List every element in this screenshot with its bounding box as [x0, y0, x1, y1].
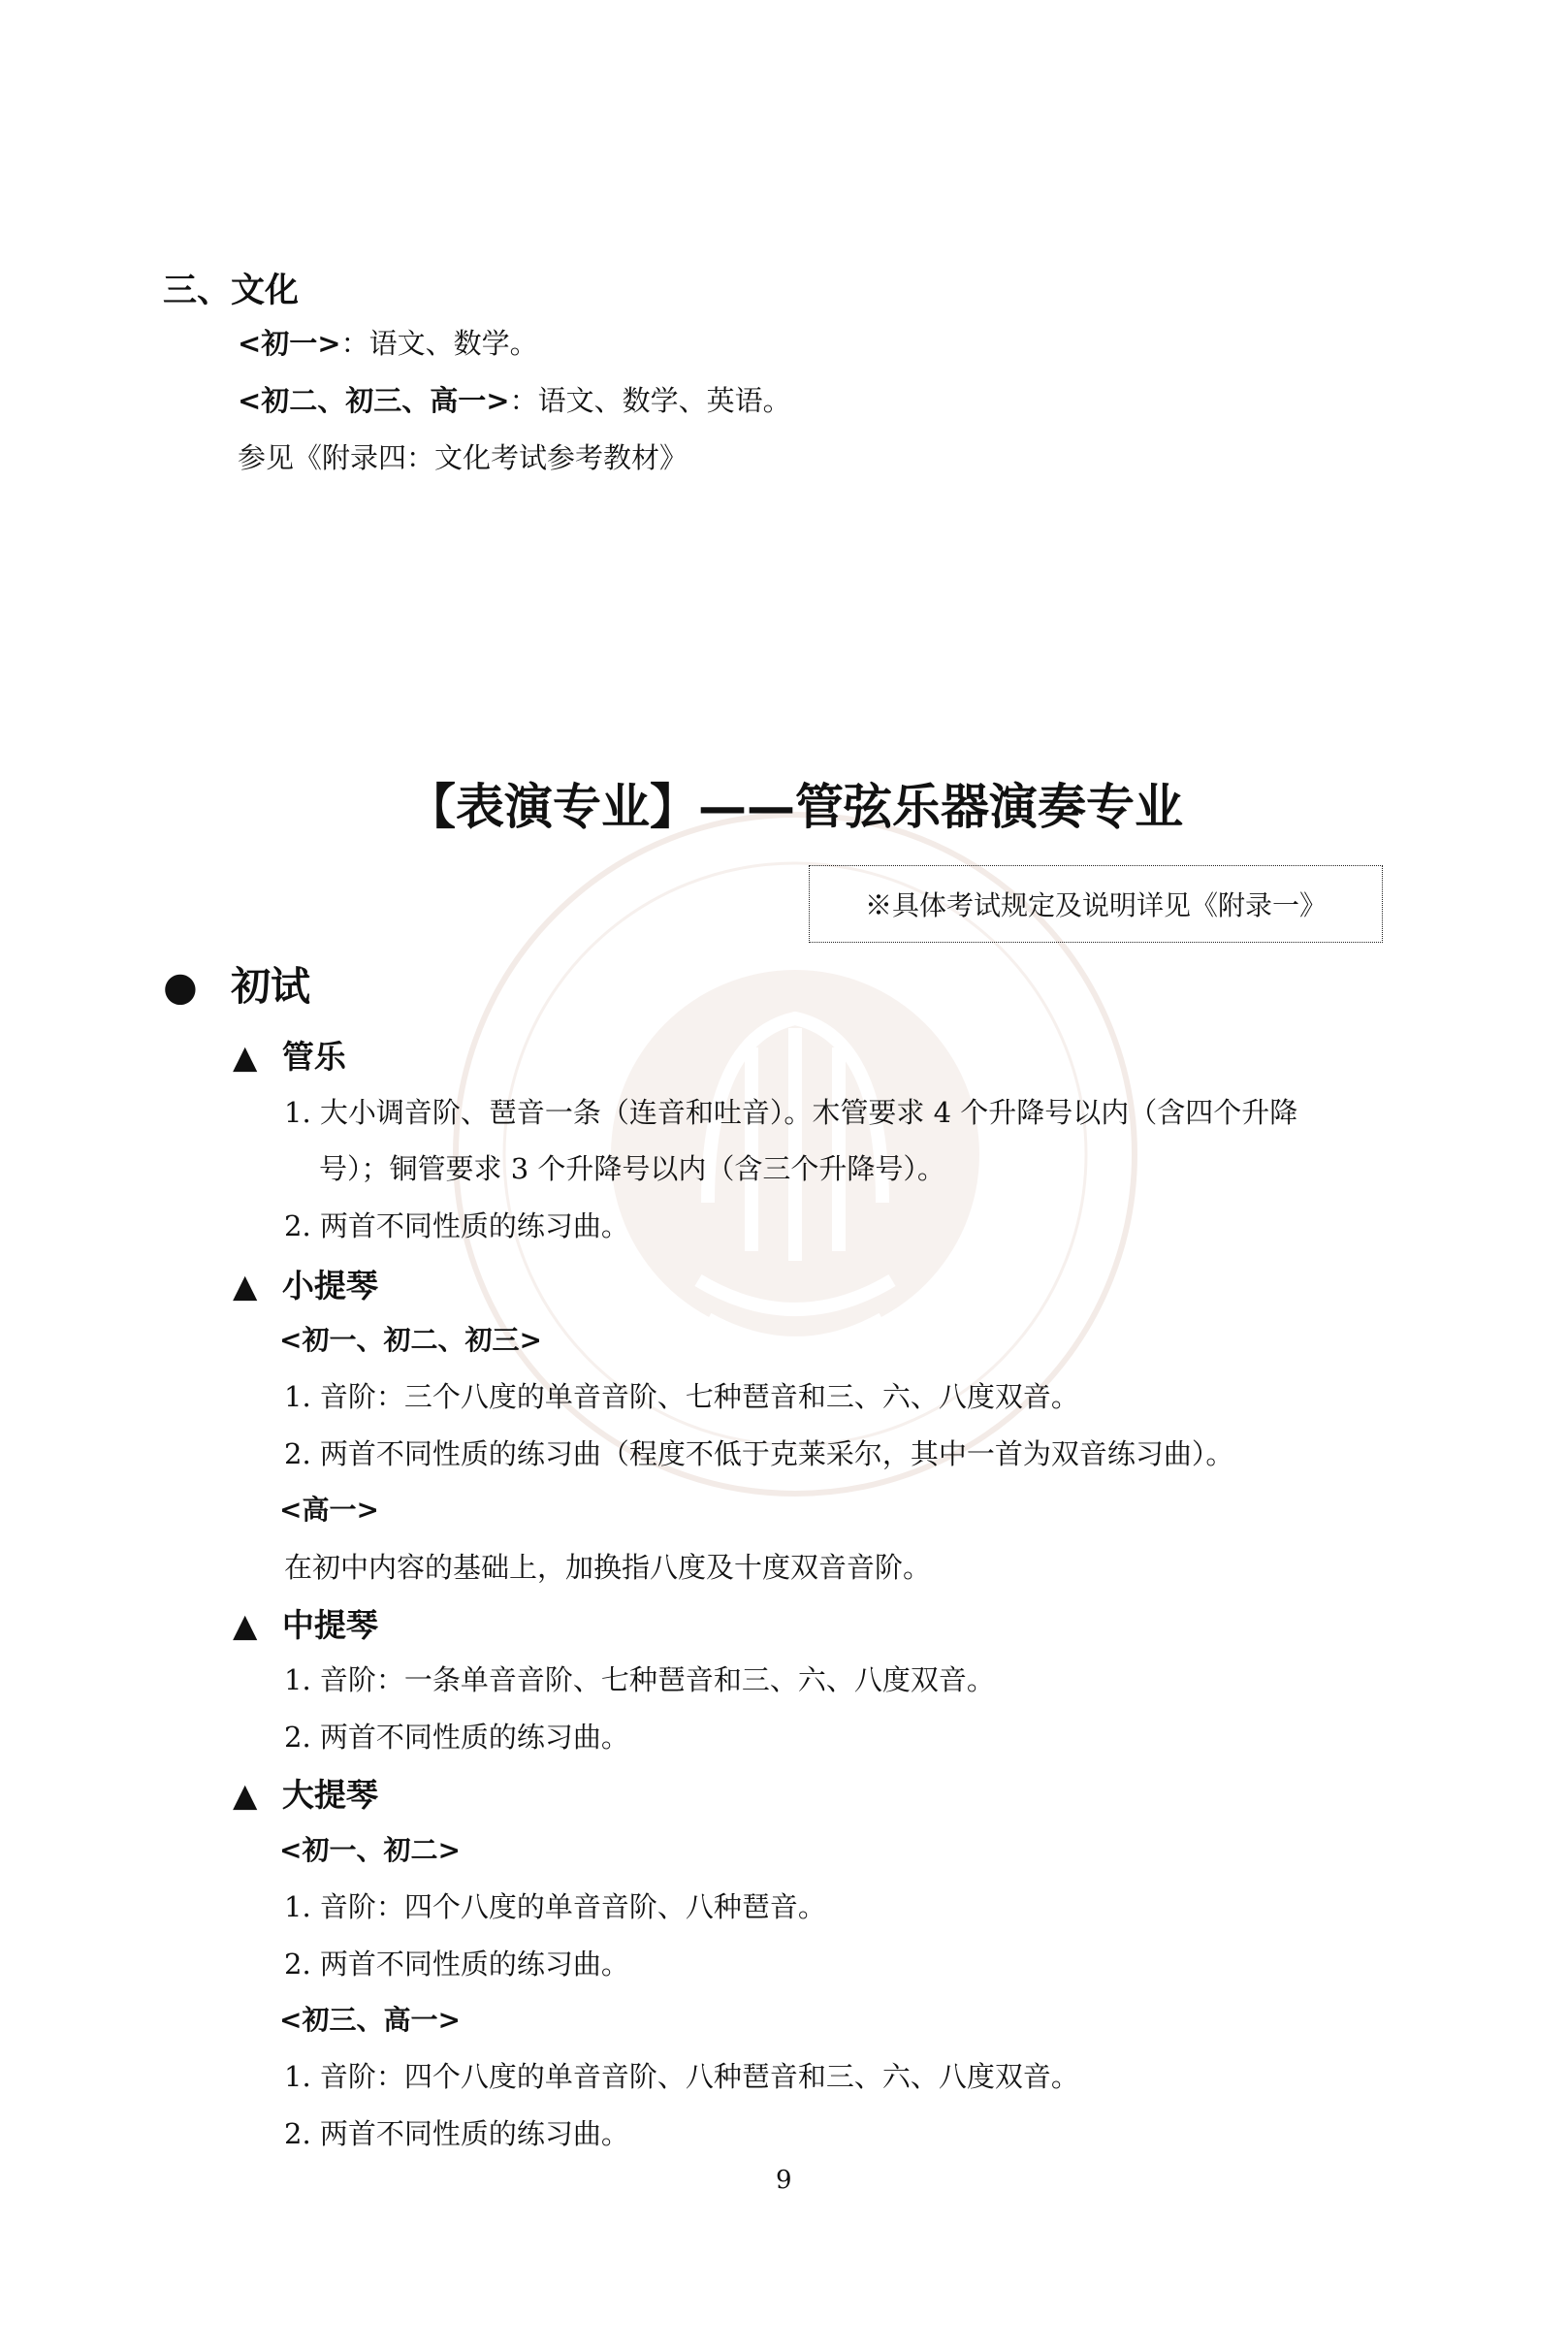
violin-group-2: <高一>	[279, 1494, 379, 1526]
cello-item-2: 2. 两首不同性质的练习曲。	[284, 1948, 629, 1981]
page-main-title: 【表演专业】——管弦乐器演奏专业	[407, 779, 1183, 835]
triangle-icon: ▲	[233, 1267, 258, 1304]
culture-line-2-text: ：语文、数学、英语。	[509, 384, 791, 417]
winds-item-2: 2. 两首不同性质的练习曲。	[284, 1209, 629, 1242]
bullet-icon: ●	[163, 963, 198, 1010]
culture-line-1-text: ：语文、数学。	[340, 327, 538, 360]
culture-line-1	[238, 322, 538, 362]
winds-item-1-line-2: 号）；铜管要求 3 个升降号以内（含三个升降号）。	[319, 1152, 945, 1185]
cello-heading	[233, 1770, 378, 1816]
violin-heading	[233, 1261, 378, 1306]
note-box	[809, 865, 1383, 943]
note-text: ※具体考试规定及说明详见《附录一》	[864, 889, 1327, 921]
page-number: 9	[776, 2166, 792, 2195]
viola-item-1: 1. 音阶：一条单音音阶、七种琶音和三、六、八度双音。	[284, 1663, 995, 1696]
violin-group-1: <初一、初二、初三>	[279, 1324, 542, 1356]
initial-exam-title: 初试	[231, 963, 311, 1010]
cello-item-4: 2. 两首不同性质的练习曲。	[284, 2117, 629, 2150]
violin-extra: 在初中内容的基础上，加换指八度及十度双音音阶。	[284, 1551, 932, 1584]
winds-title: 管乐	[281, 1038, 346, 1076]
culture-line-2-label: <初二、初三、高一>	[238, 384, 510, 417]
violin-title: 小提琴	[281, 1267, 378, 1304]
culture-line-3: 参见《附录四：文化考试参考教材》	[238, 441, 688, 474]
cello-group-2: <初三、高一>	[279, 2004, 461, 2036]
winds-item-1-line-1: 1. 大小调音阶、琶音一条（连音和吐音）。木管要求 4 个升降号以内（含四个升降	[284, 1096, 1298, 1129]
cello-group-1: <初一、初二>	[279, 1834, 461, 1866]
triangle-icon: ▲	[233, 1038, 258, 1076]
violin-item-2: 2. 两首不同性质的练习曲（程度不低于克莱采尔，其中一首为双音练习曲）。	[284, 1437, 1234, 1470]
viola-heading	[233, 1600, 378, 1646]
initial-exam-heading	[163, 954, 310, 1012]
cello-title: 大提琴	[281, 1776, 378, 1814]
triangle-icon: ▲	[233, 1776, 258, 1814]
winds-heading	[233, 1032, 346, 1078]
triangle-icon: ▲	[233, 1606, 258, 1644]
culture-line-2	[238, 379, 791, 419]
viola-item-2: 2. 两首不同性质的练习曲。	[284, 1721, 629, 1754]
culture-section-title: 三、文化	[163, 272, 300, 310]
cello-item-3: 1. 音阶：四个八度的单音音阶、八种琶音和三、六、八度双音。	[284, 2060, 1079, 2093]
cello-item-1: 1. 音阶：四个八度的单音音阶、八种琶音。	[284, 1890, 826, 1923]
culture-line-1-label: <初一>	[238, 327, 341, 360]
viola-title: 中提琴	[281, 1606, 378, 1644]
violin-item-1: 1. 音阶：三个八度的单音音阶、七种琶音和三、六、八度双音。	[284, 1380, 1079, 1413]
